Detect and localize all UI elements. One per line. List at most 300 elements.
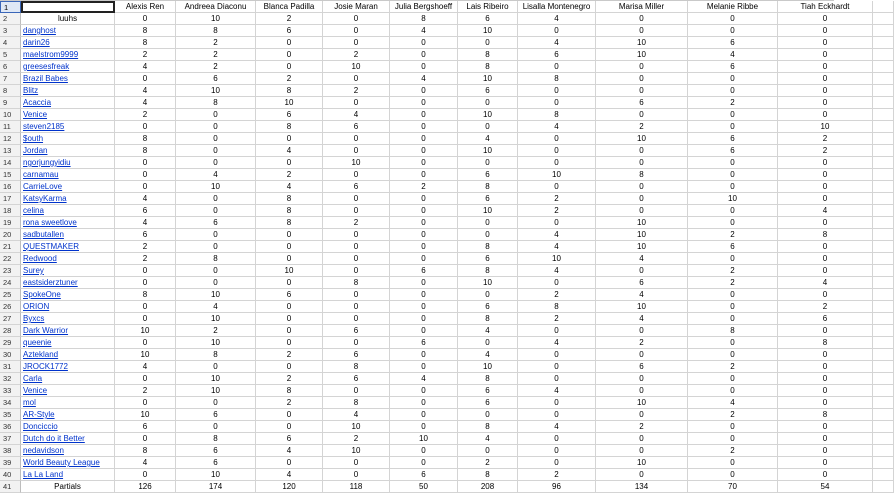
score-cell[interactable]: 6: [458, 193, 518, 205]
score-cell[interactable]: 0: [458, 37, 518, 49]
score-cell[interactable]: 10: [778, 121, 873, 133]
score-cell[interactable]: 0: [323, 253, 390, 265]
column-header-1[interactable]: Alexis Ren: [115, 1, 176, 13]
score-cell[interactable]: 0: [390, 409, 458, 421]
score-cell[interactable]: 0: [390, 349, 458, 361]
score-cell[interactable]: 8: [115, 25, 176, 37]
score-cell[interactable]: 8: [176, 349, 256, 361]
score-cell[interactable]: 0: [596, 13, 688, 25]
score-cell[interactable]: 10: [596, 37, 688, 49]
score-cell[interactable]: 4: [518, 241, 596, 253]
score-cell[interactable]: 10: [115, 409, 176, 421]
entrant-name[interactable]: mol: [21, 397, 115, 409]
score-cell[interactable]: 2: [518, 289, 596, 301]
empty-cell[interactable]: [873, 61, 894, 73]
score-cell[interactable]: 2: [115, 49, 176, 61]
score-cell[interactable]: 0: [518, 181, 596, 193]
entrant-name[interactable]: Redwood: [21, 253, 115, 265]
score-cell[interactable]: 0: [596, 385, 688, 397]
score-cell[interactable]: 8: [518, 109, 596, 121]
score-cell[interactable]: 6: [596, 361, 688, 373]
score-cell[interactable]: 0: [323, 457, 390, 469]
score-cell[interactable]: 0: [596, 193, 688, 205]
score-cell[interactable]: 6: [688, 145, 778, 157]
score-cell[interactable]: 2: [176, 61, 256, 73]
empty-cell[interactable]: [873, 445, 894, 457]
score-cell[interactable]: 2: [596, 121, 688, 133]
score-cell[interactable]: 0: [256, 409, 323, 421]
score-cell[interactable]: 6: [458, 301, 518, 313]
empty-cell[interactable]: [873, 73, 894, 85]
score-cell[interactable]: 0: [390, 133, 458, 145]
row-header-25[interactable]: 25: [0, 289, 21, 301]
score-cell[interactable]: 0: [115, 73, 176, 85]
row-header-33[interactable]: 33: [0, 385, 21, 397]
score-cell[interactable]: 0: [778, 37, 873, 49]
score-cell[interactable]: 0: [778, 169, 873, 181]
score-cell[interactable]: 2: [688, 229, 778, 241]
score-cell[interactable]: 0: [688, 469, 778, 481]
score-cell[interactable]: 0: [778, 97, 873, 109]
empty-cell[interactable]: [873, 469, 894, 481]
entrant-name[interactable]: luuhs: [21, 13, 115, 25]
row-header-10[interactable]: 10: [0, 109, 21, 121]
score-cell[interactable]: 0: [596, 85, 688, 97]
score-cell[interactable]: 2: [596, 421, 688, 433]
score-cell[interactable]: 4: [256, 145, 323, 157]
score-cell[interactable]: 6: [688, 241, 778, 253]
score-cell[interactable]: 10: [518, 253, 596, 265]
score-cell[interactable]: 0: [323, 25, 390, 37]
score-cell[interactable]: 2: [115, 385, 176, 397]
score-cell[interactable]: 0: [390, 169, 458, 181]
score-cell[interactable]: 0: [256, 421, 323, 433]
total-cell[interactable]: 120: [256, 481, 323, 493]
score-cell[interactable]: 2: [256, 13, 323, 25]
column-header-9[interactable]: Melanie Ribbe: [688, 1, 778, 13]
score-cell[interactable]: 0: [256, 229, 323, 241]
total-cell[interactable]: 50: [390, 481, 458, 493]
score-cell[interactable]: 0: [390, 109, 458, 121]
score-cell[interactable]: 10: [176, 337, 256, 349]
score-cell[interactable]: 10: [458, 25, 518, 37]
score-cell[interactable]: 10: [176, 373, 256, 385]
score-cell[interactable]: 8: [390, 13, 458, 25]
entrant-name[interactable]: sadbutallen: [21, 229, 115, 241]
score-cell[interactable]: 4: [390, 73, 458, 85]
score-cell[interactable]: 8: [115, 37, 176, 49]
entrant-name[interactable]: ngorjungyidiu: [21, 157, 115, 169]
score-cell[interactable]: 0: [390, 121, 458, 133]
score-cell[interactable]: 10: [596, 397, 688, 409]
row-header-26[interactable]: 26: [0, 301, 21, 313]
score-cell[interactable]: 0: [390, 97, 458, 109]
score-cell[interactable]: 0: [778, 181, 873, 193]
score-cell[interactable]: 0: [115, 337, 176, 349]
total-cell[interactable]: 54: [778, 481, 873, 493]
score-cell[interactable]: 0: [688, 109, 778, 121]
score-cell[interactable]: 0: [596, 109, 688, 121]
total-cell[interactable]: 70: [688, 481, 778, 493]
entrant-name[interactable]: steven2185: [21, 121, 115, 133]
score-cell[interactable]: 8: [778, 409, 873, 421]
score-cell[interactable]: 0: [688, 73, 778, 85]
empty-cell[interactable]: [873, 169, 894, 181]
row-header-17[interactable]: 17: [0, 193, 21, 205]
score-cell[interactable]: 10: [323, 421, 390, 433]
empty-cell[interactable]: [873, 1, 894, 13]
score-cell[interactable]: 0: [596, 181, 688, 193]
score-cell[interactable]: 0: [688, 217, 778, 229]
score-cell[interactable]: 0: [688, 313, 778, 325]
score-cell[interactable]: 0: [115, 301, 176, 313]
score-cell[interactable]: 0: [390, 457, 458, 469]
score-cell[interactable]: 2: [323, 433, 390, 445]
score-cell[interactable]: 0: [390, 301, 458, 313]
score-cell[interactable]: 10: [458, 73, 518, 85]
score-cell[interactable]: 8: [688, 325, 778, 337]
score-cell[interactable]: 0: [778, 157, 873, 169]
score-cell[interactable]: 0: [115, 397, 176, 409]
score-cell[interactable]: 0: [390, 253, 458, 265]
empty-cell[interactable]: [873, 361, 894, 373]
score-cell[interactable]: 0: [458, 229, 518, 241]
row-header-34[interactable]: 34: [0, 397, 21, 409]
score-cell[interactable]: 8: [458, 373, 518, 385]
score-cell[interactable]: 8: [518, 73, 596, 85]
score-cell[interactable]: 4: [518, 265, 596, 277]
entrant-name[interactable]: Byxcs: [21, 313, 115, 325]
score-cell[interactable]: 10: [176, 181, 256, 193]
row-header-2[interactable]: 2: [0, 13, 21, 25]
score-cell[interactable]: 6: [596, 97, 688, 109]
score-cell[interactable]: 2: [688, 409, 778, 421]
score-cell[interactable]: 2: [778, 145, 873, 157]
score-cell[interactable]: 0: [256, 313, 323, 325]
score-cell[interactable]: 6: [176, 457, 256, 469]
score-cell[interactable]: 6: [115, 229, 176, 241]
score-cell[interactable]: 0: [458, 97, 518, 109]
row-header-19[interactable]: 19: [0, 217, 21, 229]
entrant-name[interactable]: SpokeOne: [21, 289, 115, 301]
score-cell[interactable]: 2: [778, 133, 873, 145]
score-cell[interactable]: 10: [176, 313, 256, 325]
empty-cell[interactable]: [873, 49, 894, 61]
score-cell[interactable]: 10: [176, 13, 256, 25]
score-cell[interactable]: 2: [176, 325, 256, 337]
score-cell[interactable]: 0: [323, 301, 390, 313]
score-cell[interactable]: 10: [176, 289, 256, 301]
score-cell[interactable]: 0: [458, 289, 518, 301]
score-cell[interactable]: 4: [596, 253, 688, 265]
score-cell[interactable]: 10: [323, 445, 390, 457]
score-cell[interactable]: 4: [518, 385, 596, 397]
score-cell[interactable]: 0: [596, 445, 688, 457]
row-header-24[interactable]: 24: [0, 277, 21, 289]
score-cell[interactable]: 0: [518, 97, 596, 109]
score-cell[interactable]: 0: [688, 349, 778, 361]
score-cell[interactable]: 0: [323, 193, 390, 205]
empty-cell[interactable]: [873, 121, 894, 133]
score-cell[interactable]: 8: [458, 421, 518, 433]
score-cell[interactable]: 0: [778, 241, 873, 253]
empty-cell[interactable]: [873, 397, 894, 409]
empty-cell[interactable]: [873, 25, 894, 37]
empty-cell[interactable]: [873, 277, 894, 289]
row-header-21[interactable]: 21: [0, 241, 21, 253]
empty-cell[interactable]: [873, 265, 894, 277]
empty-cell[interactable]: [873, 145, 894, 157]
score-cell[interactable]: 0: [176, 109, 256, 121]
score-cell[interactable]: 8: [256, 85, 323, 97]
score-cell[interactable]: 10: [323, 157, 390, 169]
score-cell[interactable]: 0: [778, 109, 873, 121]
score-cell[interactable]: 0: [688, 301, 778, 313]
score-cell[interactable]: 0: [518, 25, 596, 37]
score-cell[interactable]: 8: [256, 121, 323, 133]
empty-cell[interactable]: [873, 85, 894, 97]
score-cell[interactable]: 0: [390, 445, 458, 457]
score-cell[interactable]: 4: [115, 361, 176, 373]
score-cell[interactable]: 0: [256, 277, 323, 289]
entrant-name[interactable]: Blitz: [21, 85, 115, 97]
score-cell[interactable]: 6: [256, 433, 323, 445]
score-cell[interactable]: 0: [176, 265, 256, 277]
score-cell[interactable]: 0: [176, 121, 256, 133]
score-cell[interactable]: 0: [778, 289, 873, 301]
score-cell[interactable]: 0: [390, 37, 458, 49]
entrant-name[interactable]: rona sweetlove: [21, 217, 115, 229]
row-header-37[interactable]: 37: [0, 433, 21, 445]
score-cell[interactable]: 4: [688, 49, 778, 61]
score-cell[interactable]: 6: [323, 121, 390, 133]
score-cell[interactable]: 0: [323, 133, 390, 145]
score-cell[interactable]: 0: [176, 421, 256, 433]
score-cell[interactable]: 0: [458, 157, 518, 169]
score-cell[interactable]: 6: [688, 61, 778, 73]
entrant-name[interactable]: Carla: [21, 373, 115, 385]
score-cell[interactable]: 0: [256, 457, 323, 469]
row-header-15[interactable]: 15: [0, 169, 21, 181]
score-cell[interactable]: 10: [458, 277, 518, 289]
score-cell[interactable]: 0: [596, 373, 688, 385]
score-cell[interactable]: 2: [115, 253, 176, 265]
score-cell[interactable]: 0: [323, 337, 390, 349]
score-cell[interactable]: 4: [518, 13, 596, 25]
score-cell[interactable]: 10: [596, 241, 688, 253]
score-cell[interactable]: 0: [458, 409, 518, 421]
score-cell[interactable]: 10: [115, 349, 176, 361]
total-cell[interactable]: 96: [518, 481, 596, 493]
score-cell[interactable]: 0: [778, 349, 873, 361]
row-header-41[interactable]: 41: [0, 481, 21, 493]
score-cell[interactable]: 0: [518, 325, 596, 337]
score-cell[interactable]: 10: [688, 193, 778, 205]
score-cell[interactable]: 6: [323, 349, 390, 361]
score-cell[interactable]: 0: [390, 361, 458, 373]
score-cell[interactable]: 0: [256, 157, 323, 169]
score-cell[interactable]: 0: [390, 61, 458, 73]
score-cell[interactable]: 2: [256, 349, 323, 361]
score-cell[interactable]: 0: [390, 229, 458, 241]
score-cell[interactable]: 2: [115, 109, 176, 121]
score-cell[interactable]: 0: [596, 25, 688, 37]
entrant-name[interactable]: JROCK1772: [21, 361, 115, 373]
score-cell[interactable]: 0: [390, 277, 458, 289]
column-header-10[interactable]: Tiah Eckhardt: [778, 1, 873, 13]
score-cell[interactable]: 0: [390, 49, 458, 61]
empty-cell[interactable]: [873, 385, 894, 397]
score-cell[interactable]: 10: [176, 385, 256, 397]
score-cell[interactable]: 6: [458, 85, 518, 97]
total-cell[interactable]: 174: [176, 481, 256, 493]
totals-label[interactable]: Partials: [21, 481, 115, 493]
score-cell[interactable]: 8: [458, 241, 518, 253]
score-cell[interactable]: 0: [688, 85, 778, 97]
score-cell[interactable]: 0: [596, 325, 688, 337]
score-cell[interactable]: 2: [596, 337, 688, 349]
score-cell[interactable]: 0: [256, 361, 323, 373]
score-cell[interactable]: 0: [518, 349, 596, 361]
score-cell[interactable]: 0: [778, 445, 873, 457]
score-cell[interactable]: 8: [458, 61, 518, 73]
score-cell[interactable]: 0: [115, 313, 176, 325]
score-cell[interactable]: 0: [688, 205, 778, 217]
score-cell[interactable]: 6: [323, 181, 390, 193]
score-cell[interactable]: 0: [596, 205, 688, 217]
score-cell[interactable]: 8: [323, 277, 390, 289]
score-cell[interactable]: 2: [256, 73, 323, 85]
empty-cell[interactable]: [873, 181, 894, 193]
score-cell[interactable]: 0: [518, 145, 596, 157]
empty-cell[interactable]: [873, 253, 894, 265]
score-cell[interactable]: 0: [778, 85, 873, 97]
score-cell[interactable]: 0: [778, 265, 873, 277]
total-cell[interactable]: 208: [458, 481, 518, 493]
score-cell[interactable]: 0: [458, 121, 518, 133]
score-cell[interactable]: 4: [596, 289, 688, 301]
empty-cell[interactable]: [873, 133, 894, 145]
score-cell[interactable]: 0: [688, 157, 778, 169]
score-cell[interactable]: 0: [596, 433, 688, 445]
score-cell[interactable]: 10: [596, 301, 688, 313]
score-cell[interactable]: 0: [115, 373, 176, 385]
row-header-1[interactable]: 1: [0, 1, 21, 13]
score-cell[interactable]: 0: [323, 145, 390, 157]
score-cell[interactable]: 0: [256, 133, 323, 145]
score-cell[interactable]: 0: [115, 13, 176, 25]
score-cell[interactable]: 4: [518, 421, 596, 433]
score-cell[interactable]: 0: [518, 397, 596, 409]
score-cell[interactable]: 10: [596, 229, 688, 241]
empty-cell[interactable]: [873, 349, 894, 361]
score-cell[interactable]: 6: [458, 253, 518, 265]
score-cell[interactable]: 0: [256, 37, 323, 49]
score-cell[interactable]: 0: [778, 397, 873, 409]
score-cell[interactable]: 2: [518, 193, 596, 205]
column-header-4[interactable]: Josie Maran: [323, 1, 390, 13]
empty-cell[interactable]: [873, 217, 894, 229]
empty-cell[interactable]: [873, 289, 894, 301]
score-cell[interactable]: 0: [778, 13, 873, 25]
score-cell[interactable]: 4: [176, 301, 256, 313]
score-cell[interactable]: 4: [115, 217, 176, 229]
score-cell[interactable]: 2: [323, 49, 390, 61]
score-cell[interactable]: 0: [256, 337, 323, 349]
score-cell[interactable]: 0: [115, 433, 176, 445]
entrant-name[interactable]: darin26: [21, 37, 115, 49]
entrant-name[interactable]: La La Land: [21, 469, 115, 481]
score-cell[interactable]: 8: [176, 97, 256, 109]
row-header-27[interactable]: 27: [0, 313, 21, 325]
score-cell[interactable]: 8: [176, 253, 256, 265]
score-cell[interactable]: 0: [596, 73, 688, 85]
empty-cell[interactable]: [873, 409, 894, 421]
score-cell[interactable]: 0: [688, 421, 778, 433]
score-cell[interactable]: 0: [518, 457, 596, 469]
entrant-name[interactable]: Donciccio: [21, 421, 115, 433]
score-cell[interactable]: 0: [176, 193, 256, 205]
row-header-40[interactable]: 40: [0, 469, 21, 481]
score-cell[interactable]: 2: [176, 37, 256, 49]
score-cell[interactable]: 6: [458, 397, 518, 409]
row-header-11[interactable]: 11: [0, 121, 21, 133]
score-cell[interactable]: 0: [323, 37, 390, 49]
score-cell[interactable]: 6: [518, 49, 596, 61]
score-cell[interactable]: 8: [176, 25, 256, 37]
score-cell[interactable]: 10: [458, 109, 518, 121]
score-cell[interactable]: 6: [256, 289, 323, 301]
score-cell[interactable]: 4: [115, 85, 176, 97]
score-cell[interactable]: 0: [176, 277, 256, 289]
score-cell[interactable]: 0: [390, 241, 458, 253]
score-cell[interactable]: 0: [176, 229, 256, 241]
score-cell[interactable]: 10: [390, 433, 458, 445]
score-cell[interactable]: 10: [176, 85, 256, 97]
empty-cell[interactable]: [873, 313, 894, 325]
score-cell[interactable]: 0: [390, 193, 458, 205]
score-cell[interactable]: 0: [115, 169, 176, 181]
score-cell[interactable]: 0: [323, 73, 390, 85]
score-cell[interactable]: 0: [688, 457, 778, 469]
score-cell[interactable]: 2: [688, 445, 778, 457]
score-cell[interactable]: 0: [390, 397, 458, 409]
score-cell[interactable]: 0: [176, 133, 256, 145]
entrant-name[interactable]: greesesfreak: [21, 61, 115, 73]
score-cell[interactable]: 2: [176, 49, 256, 61]
score-cell[interactable]: 0: [115, 265, 176, 277]
entrant-name[interactable]: AR-Style: [21, 409, 115, 421]
score-cell[interactable]: 0: [518, 409, 596, 421]
score-cell[interactable]: 2: [688, 97, 778, 109]
score-cell[interactable]: 6: [115, 205, 176, 217]
score-cell[interactable]: 0: [115, 157, 176, 169]
score-cell[interactable]: 8: [458, 265, 518, 277]
score-cell[interactable]: 0: [688, 373, 778, 385]
score-cell[interactable]: 6: [390, 337, 458, 349]
score-cell[interactable]: 0: [596, 349, 688, 361]
score-cell[interactable]: 6: [458, 385, 518, 397]
entrant-name[interactable]: Brazil Babes: [21, 73, 115, 85]
entrant-name[interactable]: Venice: [21, 385, 115, 397]
score-cell[interactable]: 0: [596, 469, 688, 481]
score-cell[interactable]: 2: [256, 373, 323, 385]
score-cell[interactable]: 6: [688, 133, 778, 145]
score-cell[interactable]: 8: [518, 301, 596, 313]
score-cell[interactable]: 0: [518, 361, 596, 373]
score-cell[interactable]: 8: [458, 181, 518, 193]
score-cell[interactable]: 8: [115, 145, 176, 157]
